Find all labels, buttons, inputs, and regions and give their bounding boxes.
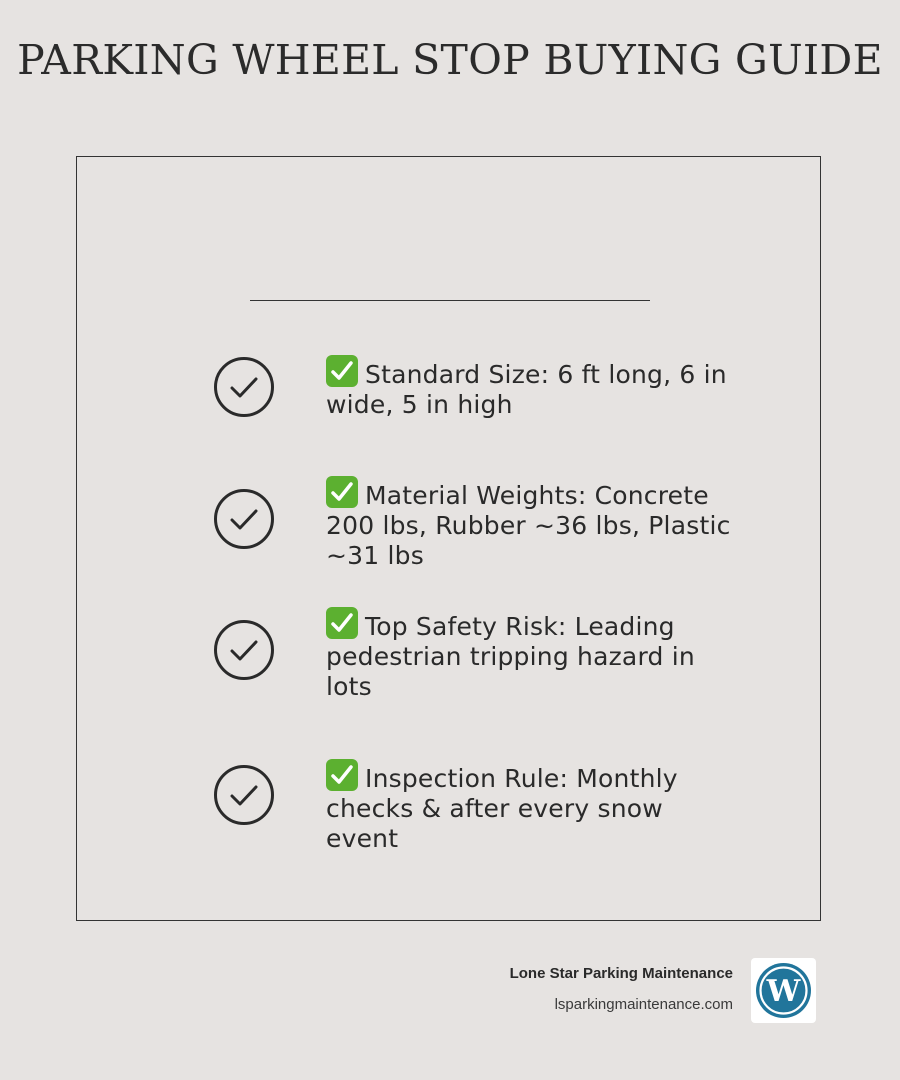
footer-website-link[interactable]: lsparkingmaintenance.com bbox=[554, 996, 733, 1013]
check-mark-button-icon bbox=[326, 476, 358, 508]
guide-item-text-wrap bbox=[326, 759, 736, 854]
guide-item-text-wrap bbox=[326, 355, 736, 420]
check-circle-icon bbox=[213, 619, 275, 681]
footer-company-name: Lone Star Parking Maintenance bbox=[509, 965, 733, 982]
guide-item-text: Inspection Rule: Monthly checks & after every snow event bbox=[326, 764, 678, 853]
check-mark-button-icon bbox=[326, 759, 358, 791]
check-mark-button-icon bbox=[326, 355, 358, 387]
guide-item-text-wrap bbox=[326, 476, 736, 571]
guide-item-text: Top Safety Risk: Leading pedestrian tripping hazard in lots bbox=[326, 612, 695, 701]
divider bbox=[250, 300, 650, 301]
check-circle-icon bbox=[213, 764, 275, 826]
page-title: PARKING WHEEL STOP BUYING GUIDE bbox=[17, 36, 883, 84]
guide-item-text: Material Weights: Concrete 200 lbs, Rubber ~36 lbs, Plastic ~31 lbs bbox=[326, 481, 731, 570]
check-circle-icon bbox=[213, 488, 275, 550]
check-mark-button-icon bbox=[326, 607, 358, 639]
wordpress-logo-icon bbox=[751, 958, 816, 1023]
guide-item-text-wrap bbox=[326, 607, 736, 702]
guide-item-text: Standard Size: 6 ft long, 6 in wide, 5 in high bbox=[326, 360, 727, 419]
svg-text:W: W bbox=[766, 974, 801, 1009]
check-circle-icon bbox=[213, 356, 275, 418]
